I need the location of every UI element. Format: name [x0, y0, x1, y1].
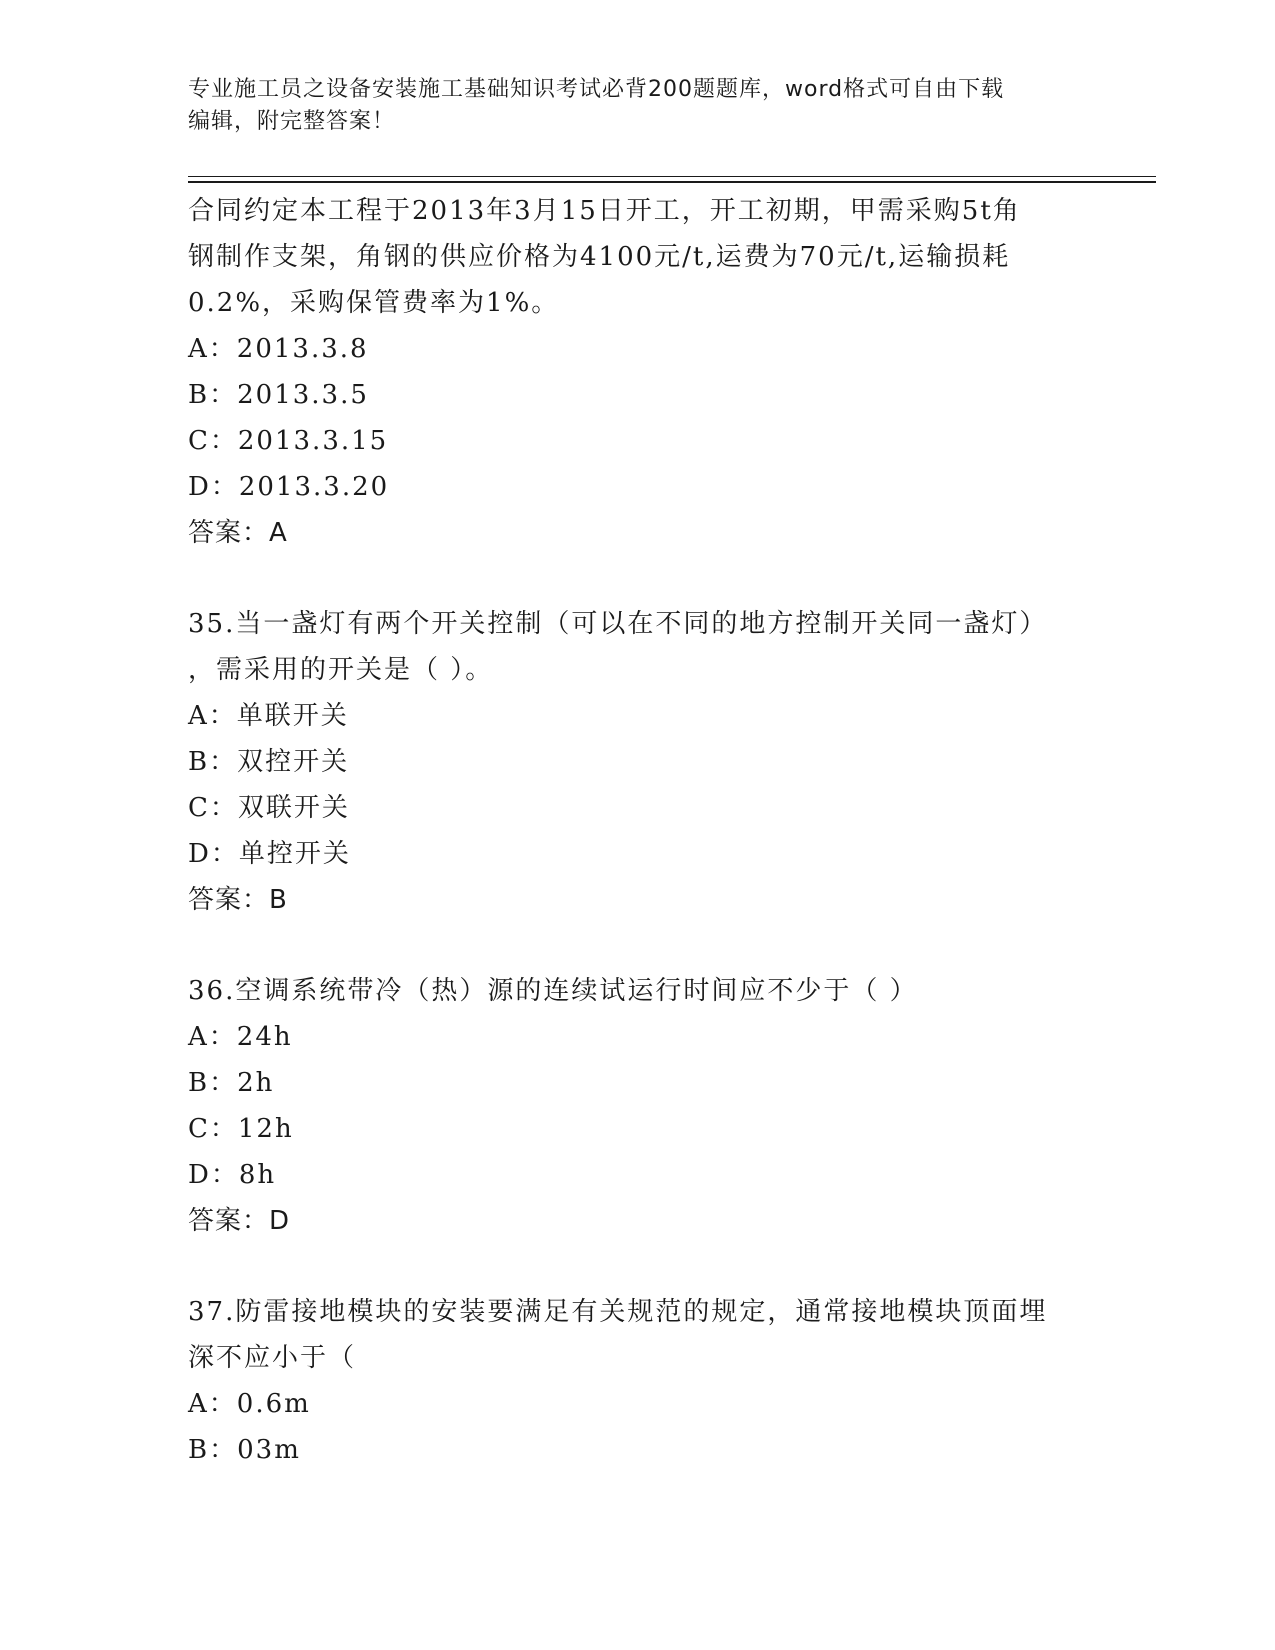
header-divider-thin	[188, 176, 1156, 177]
question-stem-line: 36.空调系统带冷（热）源的连续试运行时间应不少于（ ）	[188, 976, 918, 1006]
question-block	[188, 601, 1088, 923]
question-stem	[188, 968, 1088, 1014]
option-b: B：2h	[188, 1068, 275, 1098]
option-b: B：2013.3.5	[188, 380, 369, 410]
question-stem-line: 0.2%，采购保管费率为1%。	[188, 288, 560, 318]
option-a: A：2013.3.8	[188, 334, 369, 364]
question-stem-line: 37.防雷接地模块的安装要满足有关规范的规定，通常接地模块顶面埋	[188, 1297, 1048, 1327]
question-block	[188, 1289, 1088, 1473]
option-d: D：2013.3.20	[188, 472, 390, 502]
spacer	[188, 923, 1088, 968]
option-c: C：双联开关	[188, 793, 350, 823]
question-stem-line: 钢制作支架，角钢的供应价格为4100元/t,运费为70元/t,运输损耗	[188, 242, 1011, 272]
question-stem	[188, 1289, 1088, 1381]
option-a: A：单联开关	[188, 701, 349, 731]
option-c: C：12h	[188, 1114, 294, 1144]
header-line-1: 专业施工员之设备安装施工基础知识考试必背200题题库，word格式可自由下载	[188, 77, 1005, 102]
option-d: D：8h	[188, 1160, 277, 1190]
question-stem-line: 深不应小于（	[188, 1343, 357, 1373]
question-stem-line: 35.当一盏灯有两个开关控制（可以在不同的地方控制开关同一盏灯）	[188, 609, 1048, 639]
question-block	[188, 188, 1088, 556]
option-d: D：单控开关	[188, 839, 351, 869]
question-list	[188, 188, 1088, 1473]
question-stem-line: 合同约定本工程于2013年3月15日开工，开工初期，甲需采购5t角	[188, 196, 1021, 226]
question-stem	[188, 601, 1088, 693]
question-stem	[188, 188, 1088, 326]
option-b: B：03m	[188, 1435, 301, 1465]
spacer	[188, 1244, 1088, 1289]
option-a: A：24h	[188, 1022, 293, 1052]
option-a: A：0.6m	[188, 1389, 311, 1419]
answer-label: 答案：D	[188, 1206, 291, 1236]
question-block	[188, 968, 1088, 1244]
header-divider-thick	[188, 181, 1156, 183]
answer-label: 答案：A	[188, 518, 288, 548]
question-stem-line: ，需采用的开关是（ ）。	[188, 655, 494, 685]
header-line-2: 编辑，附完整答案！	[188, 109, 396, 134]
spacer	[188, 556, 1088, 601]
answer-label: 答案：B	[188, 885, 288, 915]
option-b: B：双控开关	[188, 747, 350, 777]
document-header	[188, 74, 1088, 138]
option-c: C：2013.3.15	[188, 426, 389, 456]
